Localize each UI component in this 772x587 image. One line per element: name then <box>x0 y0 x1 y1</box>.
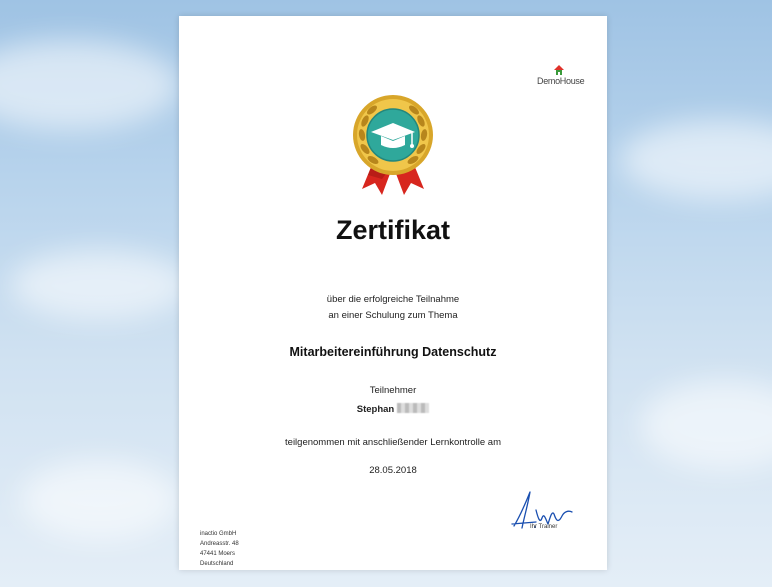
address-line-3: 47441 Moers <box>200 551 236 557</box>
background-cloud <box>0 40 180 130</box>
logo-text: DemoHouse <box>537 76 585 86</box>
company-logo <box>537 64 585 86</box>
intro-line-2: an einer Schulung zum Thema <box>328 310 458 321</box>
completion-text: teilgenommen mit anschließender Lernkontrolle am <box>285 437 501 448</box>
background-cloud <box>640 380 772 470</box>
certificate-title: Zertifikat <box>335 215 451 245</box>
address-line-1: inactio GmbH <box>200 531 237 537</box>
background-cloud <box>620 120 772 200</box>
address-line-4: Deutschland <box>200 561 234 567</box>
intro-line-1: über die erfolgreiche Teilnahme <box>326 294 460 305</box>
background-cloud <box>20 460 180 540</box>
course-topic: Mitarbeitereinführung Datenschutz <box>289 345 497 359</box>
participant-name: Stephan <box>356 404 395 415</box>
trainer-label: Ihr Trainer <box>530 524 558 530</box>
house-logo-icon <box>553 64 565 76</box>
participant-row <box>179 399 607 417</box>
background-cloud <box>10 250 190 320</box>
graduation-cap-medal-icon <box>348 93 438 197</box>
company-address <box>200 529 239 569</box>
address-line-2: Andreasstr. 48 <box>200 541 239 547</box>
certificate-page <box>179 16 607 570</box>
participant-label: Teilnehmer <box>369 385 417 396</box>
redacted-surname <box>397 403 429 413</box>
completion-date: 28.05.2018 <box>369 465 417 476</box>
